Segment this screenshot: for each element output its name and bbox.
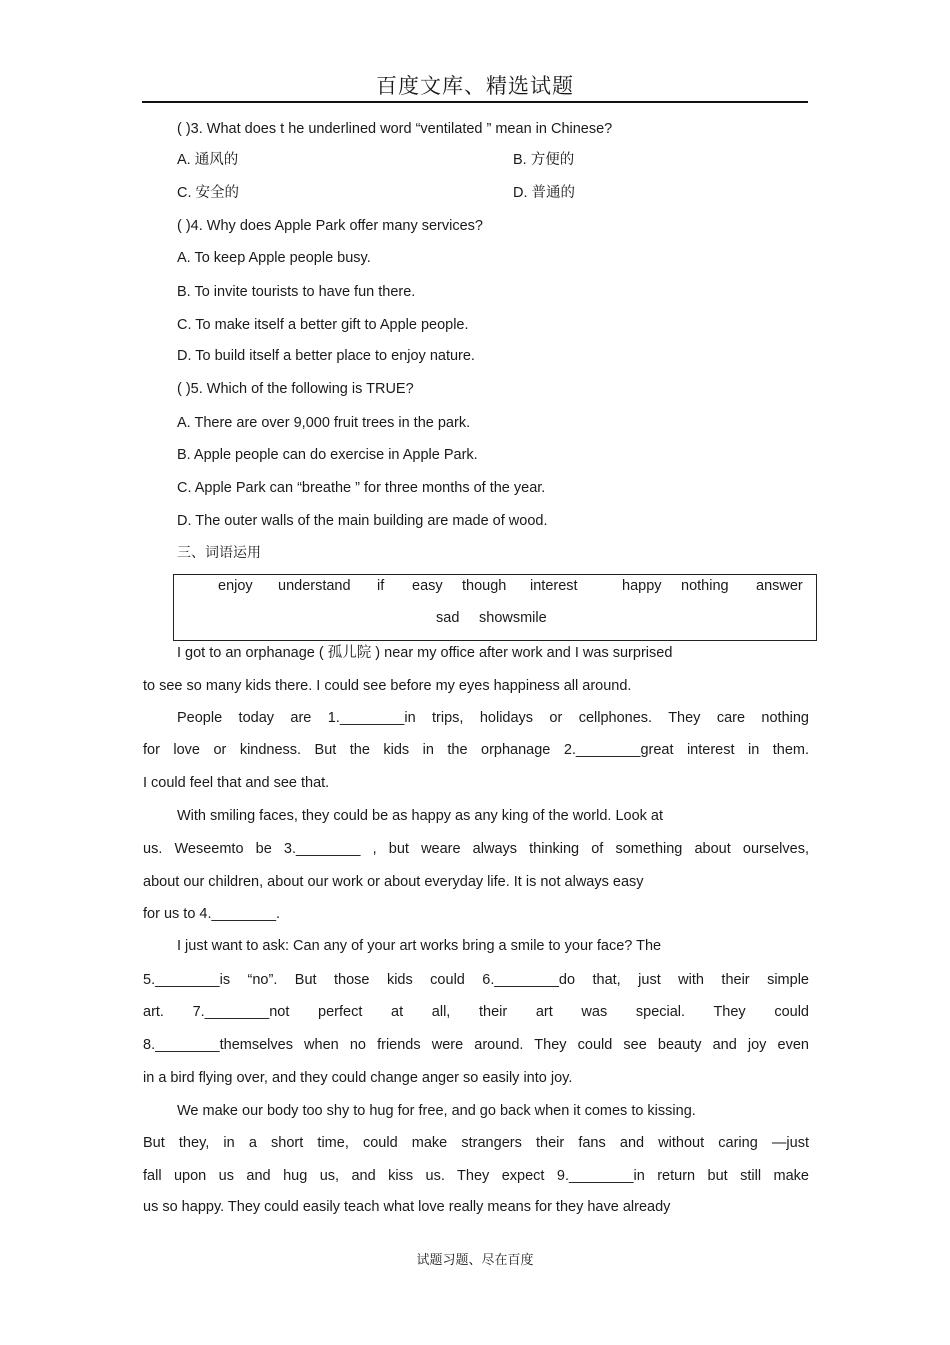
word-bank-item: happy <box>622 578 662 594</box>
question-5-option-b: B. Apple people can do exercise in Apple Park. <box>177 447 478 463</box>
passage-line: for love or kindness. But the kids in the orphanage 2.________great interest in them. <box>143 742 809 758</box>
question-5-option-d: D. The outer walls of the main building are made of wood. <box>177 513 548 529</box>
passage-line: 8.________themselves when no friends were around. They could see beauty and joy even <box>143 1037 809 1053</box>
word-bank-item: understand <box>278 578 351 594</box>
question-4-option-c: C. To make itself a better gift to Apple people. <box>177 317 469 333</box>
word-bank-item: sad <box>436 610 460 626</box>
word-bank-item: enjoy <box>218 578 253 594</box>
passage-line: People today are 1.________in trips, holidays or cellphones. They care nothing <box>177 710 809 726</box>
header-rule <box>142 101 808 103</box>
passage-line: about our children, about our work or about everyday life. It is not always easy <box>143 874 644 890</box>
question-3-option-b: B. 方便的 <box>513 152 575 168</box>
passage-line: to see so many kids there. I could see before my eyes happiness all around. <box>143 678 632 694</box>
passage-line: I could feel that and see that. <box>143 775 330 791</box>
question-4-option-d: D. To build itself a better place to enjoy nature. <box>177 348 475 364</box>
question-5-option-c: C. Apple Park can “breathe ” for three months of the year. <box>177 480 546 496</box>
question-5-stem: ( )5. Which of the following is TRUE? <box>177 381 414 397</box>
word-bank-item: though <box>462 578 507 594</box>
section-3-title: 三、词语运用 <box>177 544 261 560</box>
passage-line: us so happy. They could easily teach what love really means for they have already <box>143 1199 671 1215</box>
question-3-option-a: A. 通风的 <box>177 152 239 168</box>
question-5-option-a: A. There are over 9,000 fruit trees in the park. <box>177 415 471 431</box>
passage-line: 5.________is “no”. But those kids could 6.________do that, just with their simple <box>143 972 809 988</box>
passage-line: We make our body too shy to hug for free, and go back when it comes to kissing. <box>177 1103 696 1119</box>
word-bank-item: showsmile <box>479 610 547 626</box>
passage-line: for us to 4.________. <box>143 906 281 922</box>
passage-line: in a bird flying over, and they could change anger so easily into joy. <box>143 1070 573 1086</box>
page-header-title: 百度文库、精选试题 <box>376 74 574 98</box>
word-bank-item: nothing <box>681 578 729 594</box>
passage-line: I just want to ask: Can any of your art works bring a smile to your face? The <box>177 938 662 954</box>
word-bank-item: if <box>377 578 385 594</box>
question-4-option-a: A. To keep Apple people busy. <box>177 250 371 266</box>
passage-line: But they, in a short time, could make strangers their fans and without caring —just <box>143 1135 809 1151</box>
word-bank-item: interest <box>530 578 578 594</box>
passage-line: us. Weseemto be 3.________ , but weare always thinking of something about ourselves, <box>143 841 809 857</box>
question-3-option-c: C. 安全的 <box>177 185 240 201</box>
passage-line: art. 7.________not perfect at all, their art was special. They could <box>143 1004 809 1020</box>
question-3-stem: ( )3. What does t he underlined word “ventilated ” mean in Chinese? <box>177 121 613 137</box>
passage-line: fall upon us and hug us, and kiss us. They expect 9.________in return but still make <box>143 1168 809 1184</box>
question-3-option-d: D. 普通的 <box>513 185 576 201</box>
passage-line: With smiling faces, they could be as happy as any king of the world. Look at <box>177 808 664 824</box>
page-footer: 试题习题、尽在百度 <box>416 1252 534 1267</box>
question-4-stem: ( )4. Why does Apple Park offer many services? <box>177 218 483 234</box>
word-bank-item: answer <box>756 578 803 594</box>
word-bank-item: easy <box>412 578 443 594</box>
passage-line: I got to an orphanage ( 孤儿院 ) near my office after work and I was surprised <box>177 645 673 661</box>
word-bank-box <box>173 574 817 641</box>
question-4-option-b: B. To invite tourists to have fun there. <box>177 284 416 300</box>
